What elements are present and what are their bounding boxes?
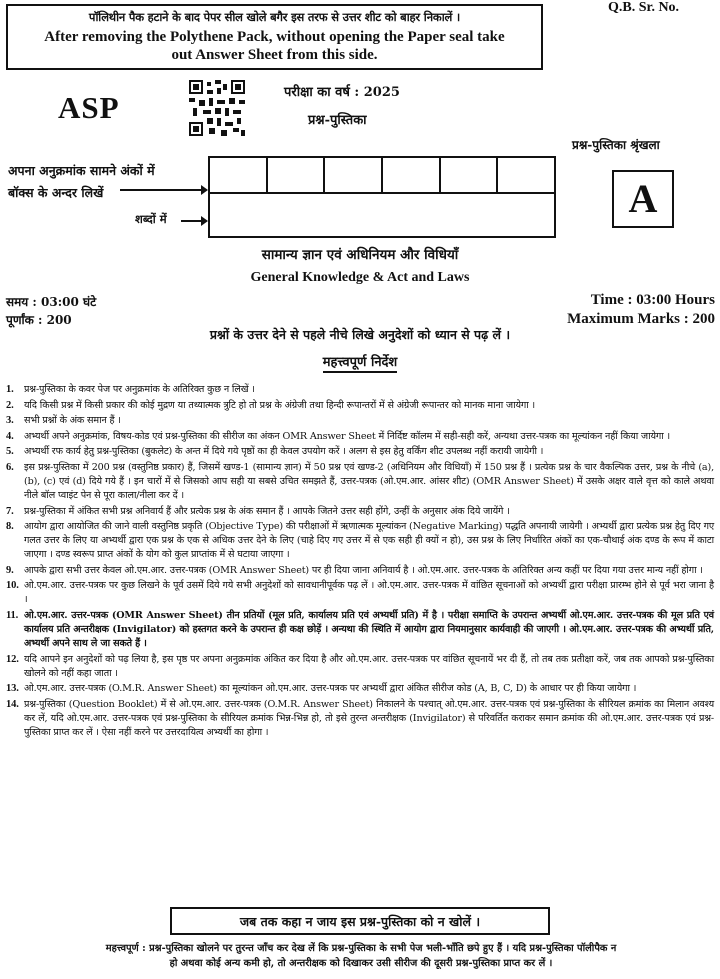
qr-code-icon — [189, 80, 245, 136]
footer-note-line2: हो अथवा कोई अन्य कमी हो, तो अन्तरीक्षक को दिखाकर उसी सीरीज की दूसरी प्रश्न-पुस्तिका प्राप्त कर लें । — [169, 958, 553, 969]
instruction-number: 14. — [6, 698, 19, 710]
instruction-item — [6, 445, 714, 459]
notice-english-line1: After removing the Polythene Pack, without opening the Paper seal take — [44, 29, 505, 45]
instruction-item — [6, 609, 714, 651]
instruction-number: 8. — [6, 521, 14, 533]
instruction-text: आपके द्वारा सभी उत्तर केवल ओ.एम.आर. उत्तर-पत्रक (OMR Answer Sheet) पर ही दिया जाना अनिवार्य है । ओ.एम.आर. उत्तर-पत्रक के अतिरिक्त अन्य कहीं पर दिया गया उत्तर मान्य नहीं होगा । — [24, 564, 703, 576]
instruction-number: 2. — [6, 399, 14, 411]
notice-english-line2: out Answer Sheet from this side. — [171, 47, 378, 63]
polythene-notice-box — [6, 4, 543, 70]
time-marks-hindi — [6, 293, 96, 329]
instruction-text: यदि आपने इन अनुदेशों को पढ़ लिया है, इस पृष्ठ पर अपना अनुक्रमांक अंकित कर दिया है और ओ.एम.आर. उत्तर-पत्रक पर वांछित सूचनायें भर दी हैं, तो तब तक प्रतीक्षा करें, जब तक आपको प्रश्न-पुस्तिका खोलने को नहीं कहा जाता । — [24, 653, 714, 679]
marks-english: Maximum Marks : 200 — [567, 311, 715, 327]
roll-digit-box[interactable] — [441, 158, 499, 192]
instruction-number: 3. — [6, 415, 14, 427]
important-footer-note — [6, 941, 716, 971]
instruction-text: ओ.एम.आर. उत्तर-पत्रक (OMR Answer Sheet) तीन प्रतियों (मूल प्रति, कार्यालय प्रति एवं अभ्यर्थी प्रति) में है । परीक्षा समाप्ति के उपरान्त अभ्यर्थी ओ.एम.आर. उत्तर-पत्रक की मूल प्रति एवं कार्यालय प्रति अन्तरीक्षक (Invigilator) को हस्तगत करने के उपरान्त ही कक्ष छोड़ें । अन्यथा की स्थिति में आयोग द्वारा नियमानुसार कार्यवाही की जाएगी । ओ.एम.आर. उत्तर-पत्रक की अभ्यर्थी प्रति, अभ्यर्थी अपने साथ ले जा सकते हैं । — [24, 609, 714, 649]
instruction-item — [6, 520, 714, 562]
qb-serial-label: Q.B. Sr. No. — [608, 0, 680, 15]
instruction-number: 13. — [6, 683, 19, 695]
instruction-text: प्रश्न-पुस्तिका (Question Booklet) में से ओ.एम.आर. उत्तर-पत्रक (O.M.R. Answer Sheet) निकालने के पश्चात् ओ.एम.आर. उत्तर-पत्रक एवं प्रश्न-पुस्तिका के सीरियल क्रमांक का मिलान अवश्य कर लें, यदि ओ.एम.आर. उत्तर-पत्रक एवं प्रश्न-पुस्तिका के सीरियल क्रमांक भिन्न-भिन्न हो, तो इसे तुरन्त अन्तरीक्षक (Invigilator) से परिवर्तित कराकर समान क्रमांक की ओ.एम.आर. उत्तर-पत्रक एवं प्रश्न-पुस्तिका प्राप्त कर लें । ऐसा नहीं करने पर उत्तरदायित्व अभ्यर्थी का होगा । — [24, 698, 714, 738]
instruction-item — [6, 399, 714, 413]
time-marks-english — [567, 291, 715, 329]
subject-hindi: सामान्य ज्ञान एवं अधिनियम और विधियाँ — [261, 247, 459, 263]
instruction-text: यदि किसी प्रश्न में किसी प्रकार की कोई मुद्रण या तथ्यात्मक त्रुटि हो तो प्रश्न के अंग्रेजी तथा हिन्दी रूपान्तरों में से अंग्रेजी रूपान्तर को मानक माना जायेगा । — [24, 399, 536, 411]
marks-hindi: पूर्णांक : 200 — [6, 313, 72, 327]
roll-in-words-label: शब्दों में — [135, 212, 167, 226]
instruction-item — [6, 653, 714, 681]
important-heading-text: महत्त्वपूर्ण निर्देश — [323, 355, 398, 373]
instruction-number: 7. — [6, 505, 14, 517]
booklet-code: ASP — [58, 90, 120, 125]
dont-open-box: जब तक कहा न जाय इस प्रश्न-पुस्तिका को न खोलें । — [170, 907, 550, 935]
instruction-item — [6, 430, 714, 444]
instruction-item — [6, 461, 714, 503]
instruction-text: ओ.एम.आर. उत्तर-पत्रक पर कुछ लिखने के पूर्व उसमें दिये गये सभी अनुदेशों को सावधानीपूर्वक पढ़ लें । ओ.एम.आर. उत्तर-पत्रक में वांछित सूचनाओं को अभ्यर्थी द्वारा परीक्षा प्रारम्भ होने से पूर्व भरा जाना है । — [24, 580, 714, 606]
instruction-item — [6, 564, 714, 578]
instruction-item — [6, 579, 714, 607]
booklet-type-label: प्रश्न-पुस्तिका — [308, 113, 367, 128]
instruction-text: इस प्रश्न-पुस्तिका में 200 प्रश्न (वस्तुनिष्ठ प्रकार) हैं, जिसमें खण्ड-1 (सामान्य ज्ञान) में 50 प्रश्न एवं खण्ड-2 (अधिनियम और विधियाँ) में 150 प्रश्न हैं । प्रत्येक प्रश्न के चार वैकल्पिक उत्तर, प्रश्न के नीचे (a), (b), (c) एवं (d) दिये गये हैं । इन चारों में से जिसको आप सही या सबसे उचित समझते हैं, उत्तर-पत्रक (ओ.एम.आर. आंसर शीट) (OMR Answer Sheet) में उसके अक्षर वाले वृत्त को काले अथवा नीले बॉल प्वाइंट पेन से पूरा काला/नीला कर दें । — [24, 461, 714, 501]
instruction-text: सभी प्रश्नों के अंक समान हैं । — [24, 415, 121, 427]
footer-note-line1: महत्त्वपूर्ण : प्रश्न-पुस्तिका खोलने पर तुरन्त जाँच कर देख लें कि प्रश्न-पुस्तिका के सभी पेज भली-भाँति छपे हुए हैं । यदि प्रश्न-पुस्तिका पॉलीपैक न — [105, 943, 617, 954]
roll-digit-box[interactable] — [498, 158, 554, 192]
arrow-right-icon — [181, 220, 206, 222]
instruction-number: 5. — [6, 446, 14, 458]
instruction-text: अभ्यर्थी रफ कार्य हेतु प्रश्न-पुस्तिका (बुकलेट) के अन्त में दिये गये पृष्ठों का ही केवल उपयोग करें । अलग से इस हेतु वर्किंग शीट उपलब्ध नहीं करायी जायेगी । — [24, 446, 544, 458]
roll-digit-box[interactable] — [268, 158, 326, 192]
time-english: Time : 03:00 Hours — [590, 292, 715, 308]
roll-digits-row — [210, 158, 554, 194]
instruction-number: 12. — [6, 653, 19, 665]
roll-digit-box[interactable] — [325, 158, 383, 192]
roll-number-grid[interactable] — [208, 156, 556, 238]
roll-number-instruction — [8, 160, 155, 204]
instruction-item — [6, 682, 714, 696]
instruction-text: ओ.एम.आर. उत्तर-पत्रक (O.M.R. Answer Sheet) का मूल्यांकन ओ.एम.आर. उत्तर-पत्रक पर अभ्यर्थी द्वारा अंकित सीरीज कोड (A, B, C, D) के आधार पर ही किया जायेगा । — [24, 683, 637, 695]
series-box: A — [612, 170, 674, 228]
instruction-number: 1. — [6, 384, 14, 395]
instruction-number: 9. — [6, 564, 14, 576]
important-heading — [0, 352, 720, 370]
instruction-number: 6. — [6, 461, 14, 473]
roll-label-line2: बॉक्स के अन्दर लिखें — [8, 185, 104, 200]
arrow-right-icon — [120, 189, 206, 191]
notice-hindi: पॉलिथीन पैक हटाने के बाद पेपर सील खोले बगैर इस तरफ से उत्तर शीट को बाहर निकालें । — [88, 10, 461, 24]
instruction-item — [6, 698, 714, 740]
time-hindi: समय : 03:00 घंटे — [6, 295, 97, 309]
instruction-text: अभ्यर्थी अपने अनुक्रमांक, विषय-कोड एवं प्रश्न-पुस्तिका की सीरीज का अंकन OMR Answer Sheet में निर्दिष्ट कॉलम में सही-सही करें, अन्यथा उत्तर-पत्रक का मूल्यांकन नहीं किया जायेगा । — [24, 430, 671, 442]
roll-digit-box[interactable] — [383, 158, 441, 192]
roll-digit-box[interactable] — [210, 158, 268, 192]
exam-year: परीक्षा का वर्ष : 2025 — [284, 85, 400, 100]
instruction-number: 10. — [6, 580, 19, 592]
instruction-text: आयोग द्वारा आयोजित की जाने वाली वस्तुनिष्ठ प्रकृति (Objective Type) की परीक्षाओं में ऋणात्मक मूल्यांकन (Negative Marking) पद्धति अपनायी जायेगी । अभ्यर्थी द्वारा प्रत्येक प्रश्न हेतु दिए गए गलत उत्तर के लिए या अभ्यर्थी द्वारा एक प्रश्न के एक से अधिक उत्तर देने के लिए (चाहे दिए गए उत्तर में से एक सही ही क्यों न हो), उस प्रश्न के लिए निर्धारित अंकों का एक-चौथाई अंक दण्ड के रूप में काटा जाएगा । दण्ड स्वरूप प्राप्त अंकों के योग को कुल प्राप्तांक में से घटाया जाएगा । — [24, 521, 714, 561]
roll-label-line1: अपना अनुक्रमांक सामने अंकों में — [8, 163, 155, 178]
instructions-list — [6, 383, 714, 741]
instruction-item — [6, 383, 714, 397]
series-label: प्रश्न-पुस्तिका श्रृंखला — [572, 138, 660, 152]
instruction-text: प्रश्न-पुस्तिका के कवर पेज पर अनुक्रमांक के अतिरिक्त कुछ न लिखें । — [24, 384, 255, 395]
instruction-number: 4. — [6, 430, 14, 442]
instruction-item — [6, 505, 714, 519]
instruction-number: 11. — [6, 609, 19, 621]
read-instructions-line: प्रश्नों के उत्तर देने से पहले नीचे लिखे अनुदेशों को ध्यान से पढ़ लें । — [209, 327, 511, 342]
instruction-text: प्रश्न-पुस्तिका में अंकित सभी प्रश्न अनिवार्य हैं और प्रत्येक प्रश्न के अंक समान हैं । आपके जितने उत्तर सही होंगे, उन्हीं के अनुसार अंक दिये जायेंगे । — [24, 505, 510, 517]
subject-english: General Knowledge & Act and Laws — [250, 270, 470, 285]
instruction-item — [6, 414, 714, 428]
